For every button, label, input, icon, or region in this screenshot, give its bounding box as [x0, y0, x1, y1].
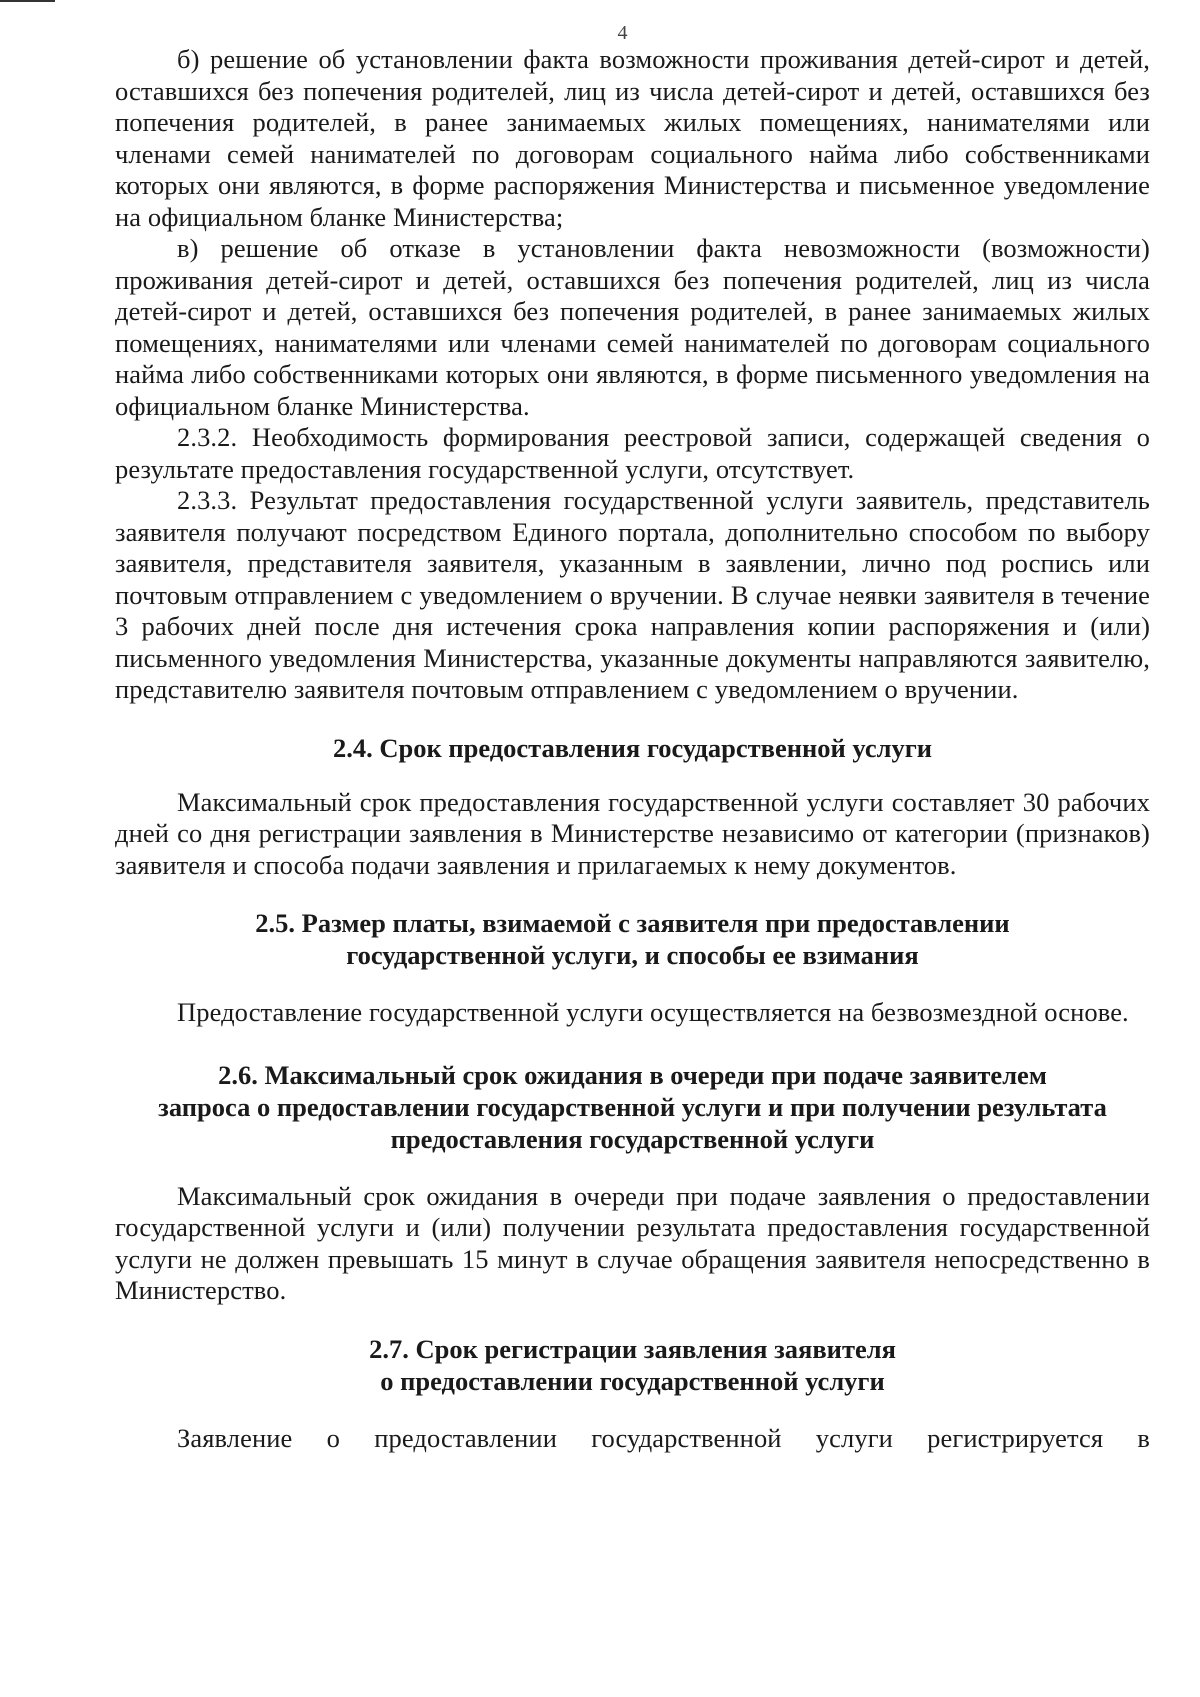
paragraph-2-3-2: 2.3.2. Необходимость формирования реестровой записи, содержащей сведения о результате предоставления государственной услуги, отсутствует. [115, 422, 1150, 484]
top-edge-rule [0, 0, 55, 2]
section-text-2-7: Заявление о предоставлении государственной услуги регистрируется в [177, 1422, 1150, 1453]
section-heading-2-6-line-2: запроса о предоставлении государственной услуги и при получении результата [158, 1091, 1107, 1122]
section-heading-2-7-line-2: о предоставлении государственной услуги [380, 1365, 885, 1396]
section-text-2-5: Предоставление государственной услуги осуществляется на безвозмездной основе. [177, 997, 1129, 1027]
section-heading-2-5 [115, 907, 1150, 971]
section-heading-2-7 [115, 1333, 1150, 1397]
paragraph-item-v: в) решение об отказе в установлении факта невозможности (возможности) проживания детей-сирот и детей, оставшихся без попечения родителей, лиц из числа детей-сирот и детей, оставшихся без попечения родителей, в ранее занимаемых жилых помещениях, нанимателями или членами семей нанимателей по договорам социального найма либо собственниками которых они являются, в форме письменного уведомления на официальном бланке Министерства. [115, 233, 1150, 421]
paragraph-2-3-3: 2.3.3. Результат предоставления государственной услуги заявитель, представитель заявителя получают посредством Единого портала, дополнительно способом по выбору заявителя, представителя заявителя, указанным в заявлении, лично под роспись или почтовым отправлением с уведомлением о вручении. В случае неявки заявителя в течение 3 рабочих дней после дня истечения срока направления копии распоряжения и (или) письменного уведомления Министерства, указанные документы направляются заявителю, представителю заявителя почтовым отправлением с уведомлением о вручении. [115, 485, 1150, 704]
paragraph-item-b: б) решение об установлении факта возможности проживания детей-сирот и детей, оставшихся без попечения родителей, лиц из числа детей-сирот и детей, оставшихся без попечения родителей, в ранее занимаемых жилых помещениях, нанимателями или членами семей нанимателей по договорам социального найма либо собственниками которых они являются, в форме распоряжения Министерства и письменное уведомление на официальном бланке Министерства; [115, 44, 1150, 232]
section-heading-2-6 [115, 1059, 1150, 1155]
section-text-2-6: Максимальный срок ожидания в очереди при подаче заявления о предоставлении государственной услуги и (или) получении результата предоставления государственной услуги не должен превышать 15 минут в случае обращения заявителя непосредственно в Министерство. [115, 1180, 1150, 1305]
page-content [115, 44, 1150, 1454]
section-heading-2-7-line-1: 2.7. Срок регистрации заявления заявителя [369, 1333, 896, 1364]
section-heading-2-6-line-1: 2.6. Максимальный срок ожидания в очереди при подаче заявителем [218, 1059, 1047, 1090]
section-heading-2-5-line-1: 2.5. Размер платы, взимаемой с заявителя при предоставлении [255, 908, 1010, 938]
section-heading-2-4: 2.4. Срок предоставления государственной услуги [332, 732, 933, 763]
page-number: 4 [617, 22, 628, 44]
section-text-2-4: Максимальный срок предоставления государственной услуги составляет 30 рабочих дней со дня регистрации заявления в Министерстве независимо от категории (признаков) заявителя и способа подачи заявления и прилагаемых к нему документов. [115, 786, 1150, 880]
section-heading-2-6-line-3: предоставления государственной услуги [390, 1123, 875, 1154]
section-heading-2-5-line-2: государственной услуги, и способы ее взимания [346, 940, 919, 970]
